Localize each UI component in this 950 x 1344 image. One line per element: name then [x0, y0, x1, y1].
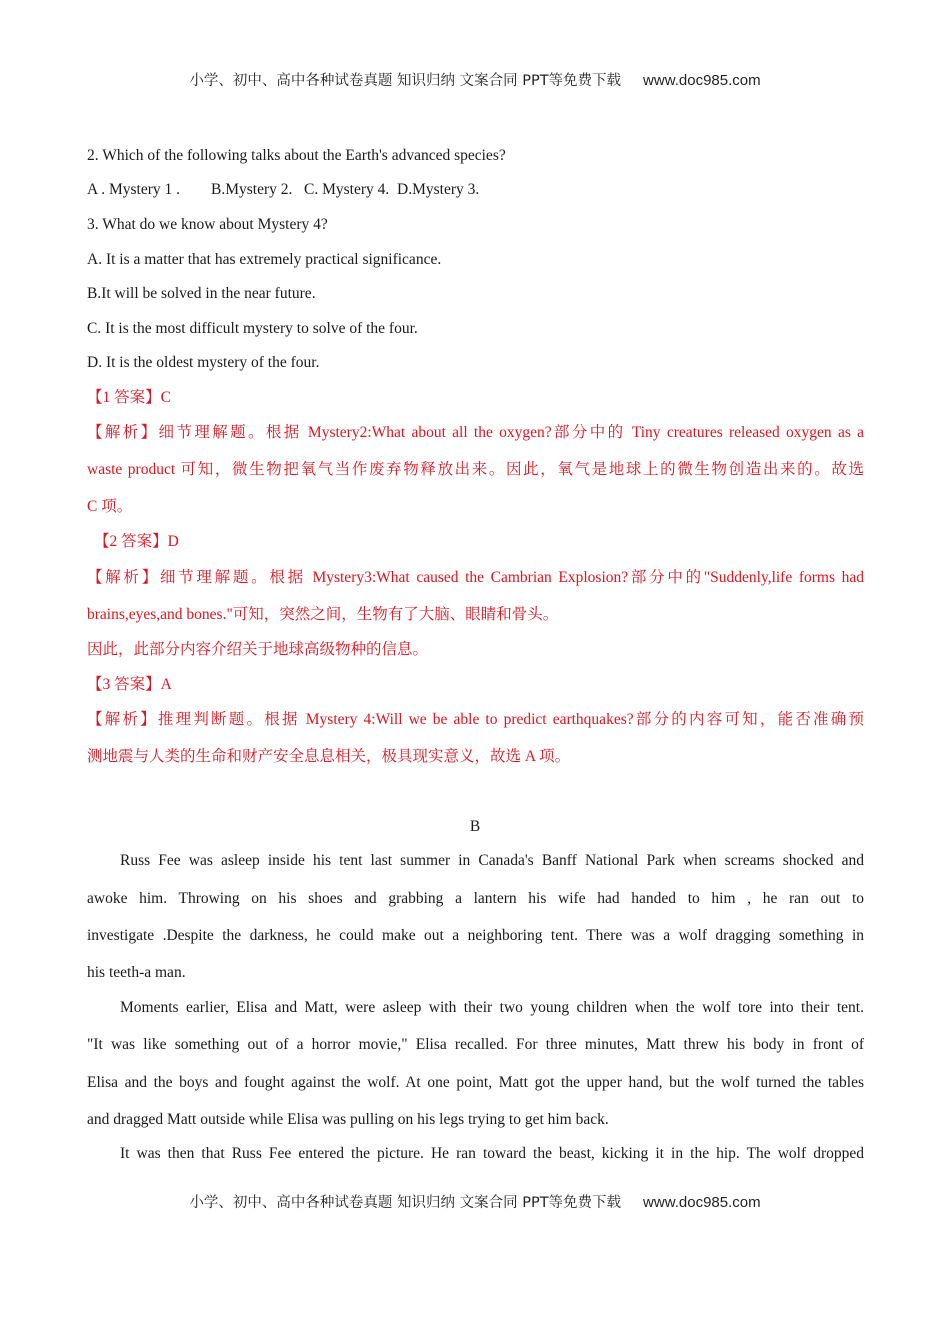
- page-header: [0, 69, 950, 90]
- passage-line: It was then that Russ Fee entered the picture. He ran toward the beast, kicking it in the hip. The wolf dropped: [120, 1145, 864, 1162]
- passage-line: Russ Fee was asleep inside his tent last summer in Canada's Banff National Park when screams shocked and: [120, 852, 864, 869]
- question-2: 2. Which of the following talks about the Earth's advanced species?: [87, 147, 506, 164]
- page-footer: [0, 1191, 950, 1212]
- passage-line: Moments earlier, Elisa and Matt, were asleep with their two young children when the wolf tore into their tent.: [120, 999, 864, 1016]
- question-3: 3. What do we know about Mystery 4?: [87, 216, 328, 233]
- answer-3-label: 【3 答案】A: [87, 676, 172, 693]
- passage-line: Elisa and the boys and fought against the wolf. At one point, Matt got the upper hand, but the wolf turned the tables: [87, 1074, 864, 1091]
- passage-line: "It was like something out of a horror movie," Elisa recalled. For three minutes, Matt threw his body in front of: [87, 1036, 864, 1053]
- header-url[interactable]: www.doc985.com: [643, 72, 761, 89]
- question-3-option-d: D. It is the oldest mystery of the four.: [87, 354, 320, 371]
- answer-1-label: 【1 答案】C: [87, 389, 171, 406]
- question-2-options: A . Mystery 1 . B.Mystery 2. C. Mystery 4. D.Mystery 3.: [87, 181, 480, 198]
- question-3-option-b: B.It will be solved in the near future.: [87, 285, 316, 302]
- answer-1-explanation-line: C 项。: [87, 498, 133, 515]
- header-text: 小学、初中、高中各种试卷真题 知识归纳 文案合同 PPT等免费下载: [189, 73, 622, 89]
- answer-2-label: 【2 答案】D: [94, 533, 179, 550]
- passage-line: his teeth-a man.: [87, 964, 186, 981]
- answer-2-explanation-line: brains,eyes,and bones."可知，突然之间，生物有了大脑、眼睛和骨头。: [87, 606, 559, 623]
- answer-1-explanation-line: 【解析】细节理解题。根据 Mystery2:What about all the oxygen?部分中的 Tiny creatures released oxygen as a: [87, 424, 864, 441]
- answer-3-explanation-line: 测地震与人类的生命和财产安全息息相关，极具现实意义，故选 A 项。: [87, 748, 571, 765]
- section-b-title: B: [469, 818, 481, 835]
- passage-line: and dragged Matt outside while Elisa was pulling on his legs trying to get him back.: [87, 1111, 609, 1128]
- answer-2-explanation-line: 因此，此部分内容介绍关于地球高级物种的信息。: [87, 641, 429, 658]
- answer-3-explanation-line: 【解析】推理判断题。根据 Mystery 4:Will we be able to predict earthquakes?部分的内容可知，能否准确预: [87, 711, 864, 728]
- footer-url[interactable]: www.doc985.com: [643, 1194, 761, 1211]
- answer-2-explanation-line: 【解析】细节理解题。根据 Mystery3:What caused the Cambrian Explosion?部分中的"Suddenly,life forms had: [87, 569, 864, 586]
- passage-line: awoke him. Throwing on his shoes and grabbing a lantern his wife had handed to him , he ran out to: [87, 890, 864, 907]
- question-3-option-a: A. It is a matter that has extremely practical significance.: [87, 251, 442, 268]
- question-3-option-c: C. It is the most difficult mystery to solve of the four.: [87, 320, 418, 337]
- passage-line: investigate .Despite the darkness, he could make out a neighboring tent. There was a wolf dragging something in: [87, 927, 864, 944]
- answer-1-explanation-line: waste product 可知，微生物把氧气当作废弃物释放出来。因此，氧气是地球上的微生物创造出来的。故选: [87, 461, 864, 478]
- footer-text: 小学、初中、高中各种试卷真题 知识归纳 文案合同 PPT等免费下载: [189, 1195, 622, 1211]
